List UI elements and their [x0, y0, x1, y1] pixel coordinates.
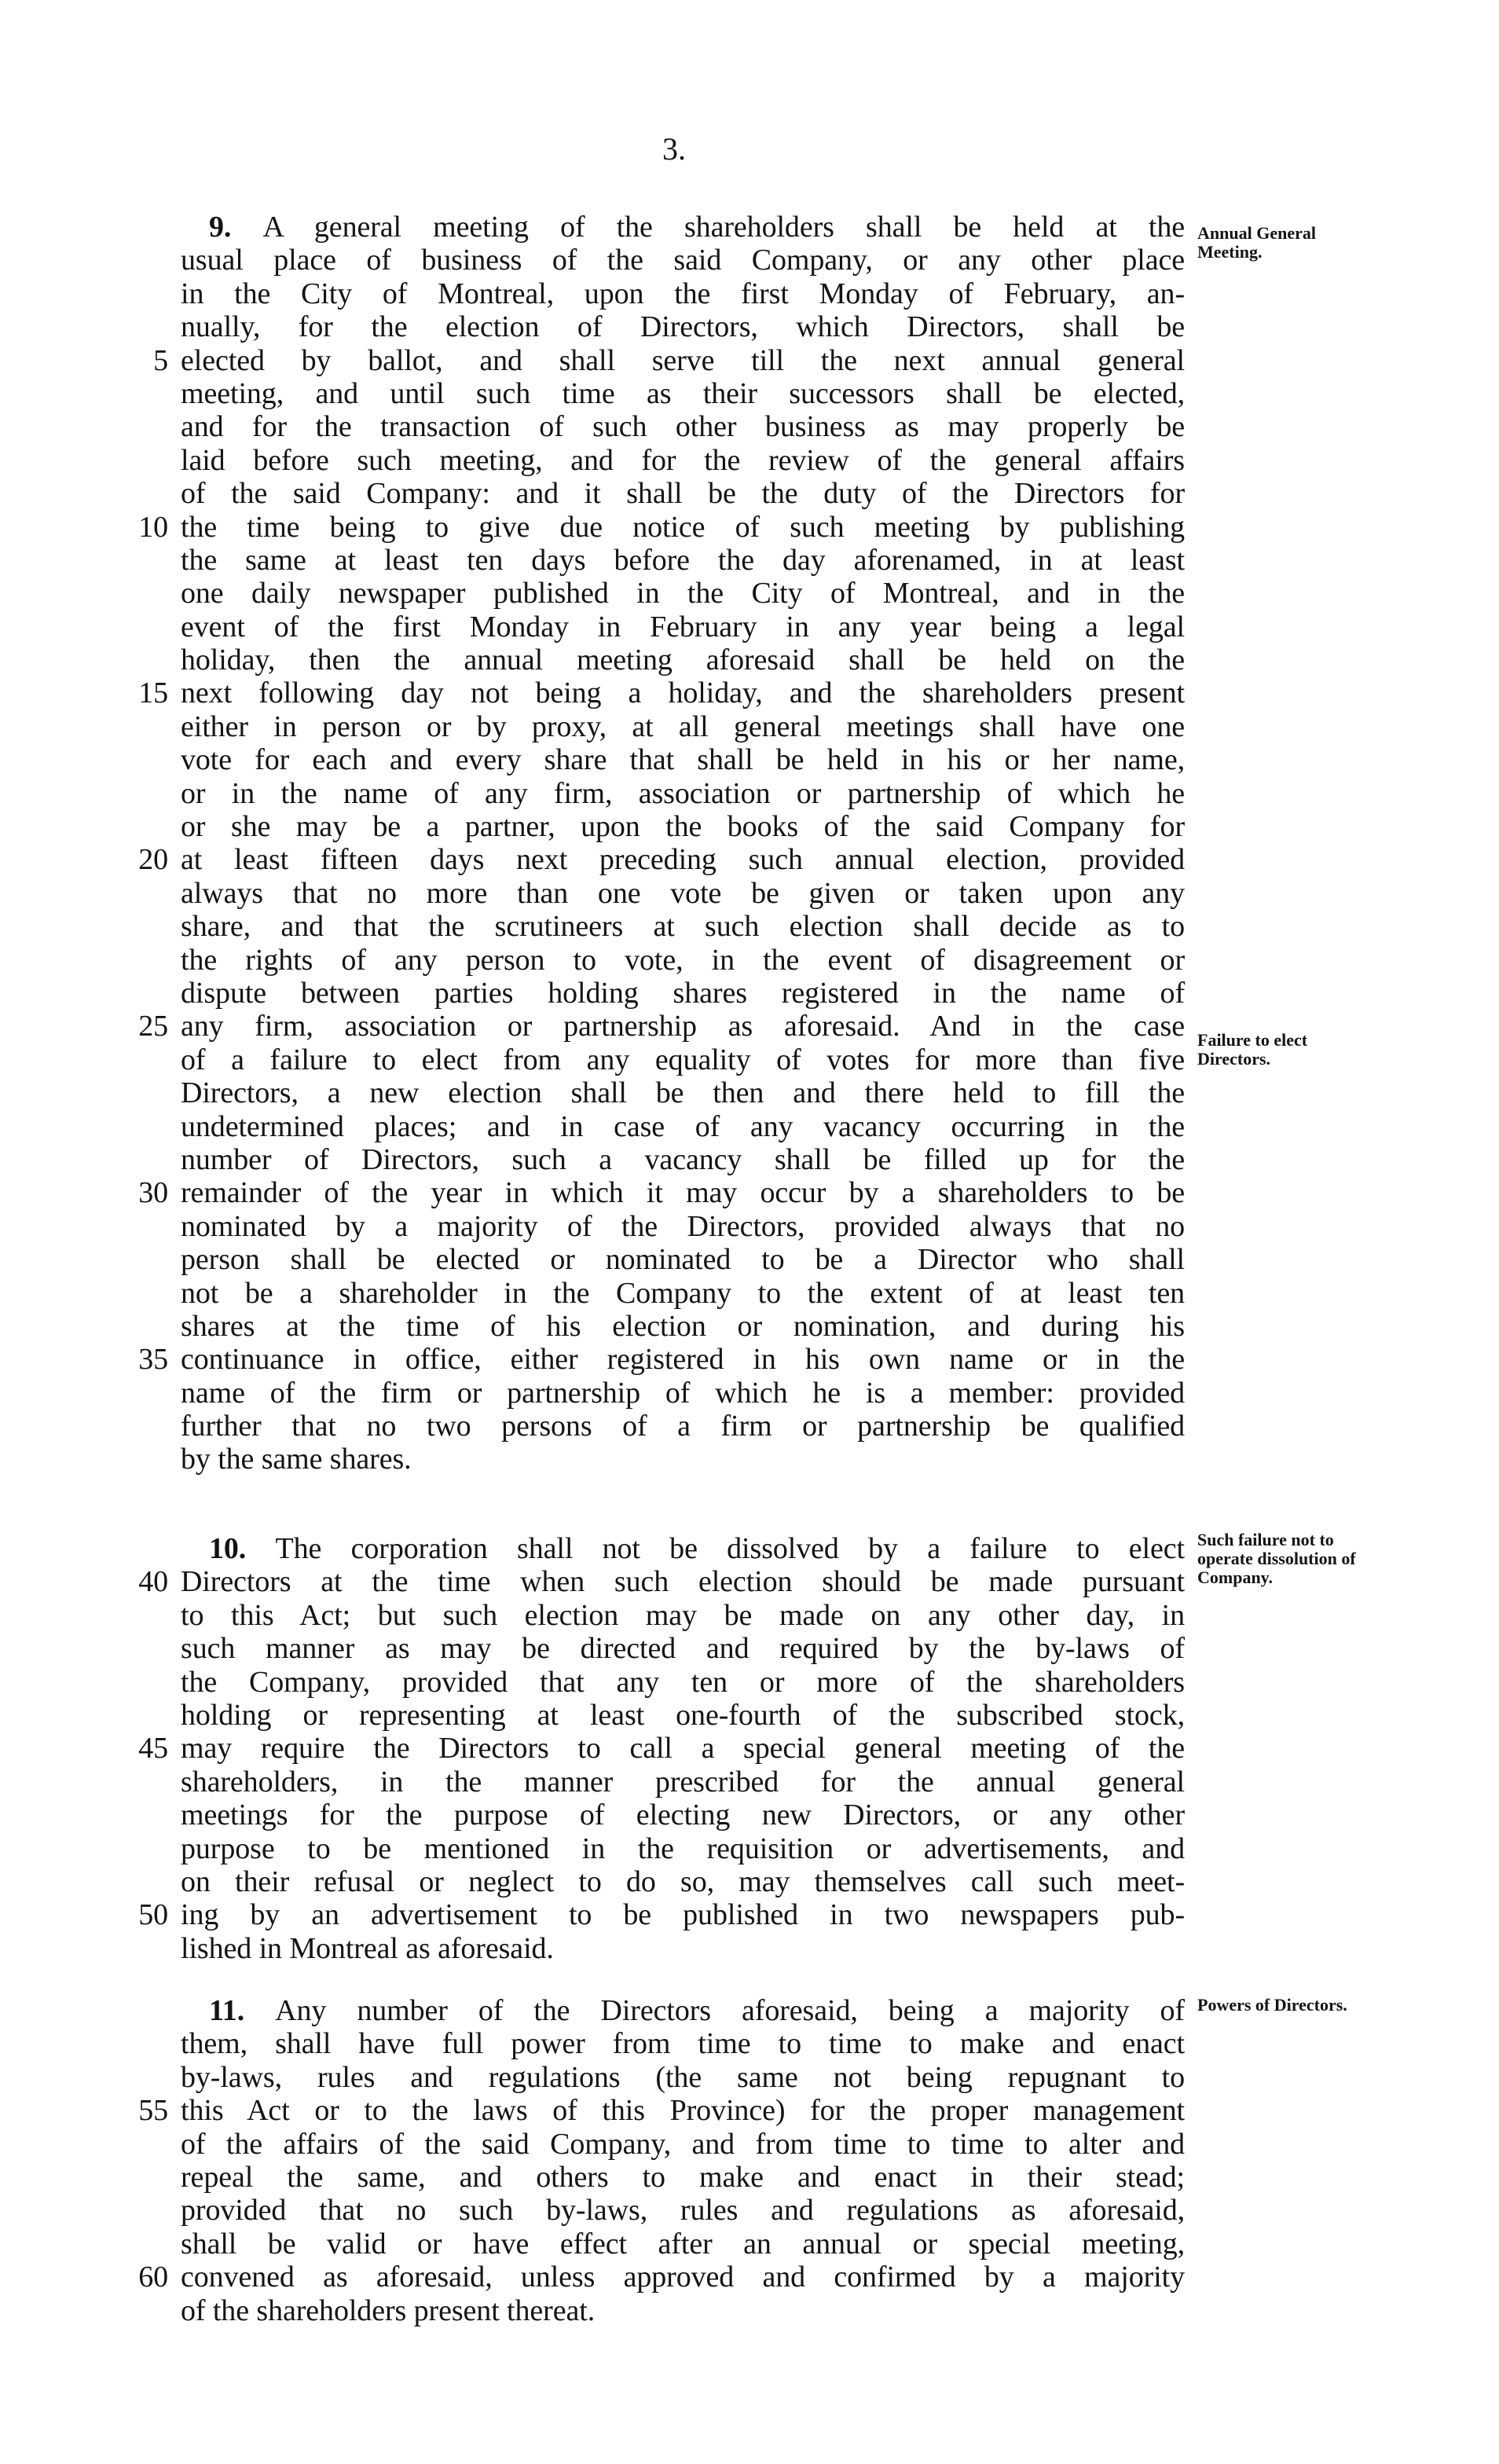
text-line	[181, 1110, 1185, 1143]
text-line	[181, 1994, 1185, 2027]
text-line	[181, 1932, 1185, 1965]
text-line	[181, 2128, 1185, 2161]
text-line	[181, 1410, 1185, 1443]
line-text: of a failure to elect from any equality of votes for more than five	[181, 1043, 1185, 1076]
text-line	[138, 676, 1185, 710]
line-text: undetermined places; and in case of any vacancy occurring in the	[181, 1109, 1185, 1143]
text-line	[181, 244, 1185, 277]
text-line	[181, 644, 1185, 676]
text-line	[138, 1010, 1185, 1043]
line-text: shareholders, in the manner prescribed for the annual general	[181, 1765, 1185, 1798]
line-text: nominated by a majority of the Directors, provided always that no	[181, 1209, 1185, 1243]
line-number: 5	[153, 343, 168, 377]
line-text: such manner as may be directed and required by the by-laws of	[181, 1632, 1185, 1666]
text-line	[138, 1176, 1185, 1210]
line-text: of the shareholders present thereat.	[181, 2294, 596, 2327]
line-text: person shall be elected or nominated to be a Director who shall	[181, 1243, 1185, 1277]
line-number: 45	[138, 1732, 168, 1766]
text-line	[181, 1443, 1185, 1476]
line-text: meeting, and until such time as their successors shall be elected,	[181, 376, 1185, 410]
line-number: 40	[138, 1565, 168, 1599]
text-line	[181, 1766, 1185, 1798]
text-line	[181, 1832, 1185, 1865]
text-line	[181, 777, 1185, 810]
text-line	[181, 277, 1185, 310]
margin-note: Failure to elect Directors.	[1197, 1030, 1308, 1069]
line-text: The corporation shall not be dissolved by a failure to elect	[275, 1532, 1186, 1565]
text-line	[138, 843, 1185, 877]
line-text: event of the first Monday in February in any year being a legal	[181, 610, 1185, 644]
line-text: nually, for the election of Directors, which Directors, shall be	[181, 310, 1185, 344]
text-line	[181, 444, 1185, 477]
section-number: 9.	[209, 211, 263, 244]
text-line	[181, 1599, 1185, 1632]
text-line	[181, 977, 1185, 1010]
line-text: always that no more than one vote be given or taken upon any	[181, 876, 1185, 910]
margin-note: Powers of Directors.	[1197, 1995, 1347, 2015]
line-text: shares at the time of his election or nomination, and during his	[181, 1309, 1185, 1343]
line-text: usual place of business of the said Company, or any other place	[181, 244, 1185, 277]
line-text: meetings for the purpose of electing new Directors, or any other	[181, 1798, 1185, 1832]
line-text: shall be valid or have effect after an annual or special meeting,	[181, 2227, 1185, 2260]
line-number: 10	[138, 510, 168, 544]
text-line	[138, 510, 1185, 544]
line-text: number of Directors, such a vacancy shall be filled up for the	[181, 1142, 1185, 1176]
line-text: the rights of any person to vote, in the event of disagreement or	[181, 943, 1185, 977]
text-line	[181, 310, 1185, 343]
line-text: by the same shares.	[181, 1443, 412, 1476]
section-number: 10.	[209, 1532, 276, 1565]
line-number: 25	[138, 1010, 168, 1043]
line-text: or she may be a partner, upon the books of the said Company for	[181, 810, 1185, 844]
text-line	[181, 743, 1185, 776]
text-line	[181, 377, 1185, 410]
line-text: laid before such meeting, and for the review of the general affairs	[181, 443, 1185, 477]
line-text: repeal the same, and others to make and enact in their stead;	[181, 2160, 1185, 2194]
text-line	[153, 343, 1185, 377]
text-line	[181, 710, 1185, 743]
line-number: 50	[138, 1898, 168, 1932]
line-text: this Act or to the laws of this Province) for the proper management	[181, 2094, 1185, 2128]
line-text: not be a shareholder in the Company to the extent of at least ten	[181, 1276, 1185, 1310]
line-text: share, and that the scrutineers at such election shall decide as to	[181, 910, 1185, 944]
line-text: of the affairs of the said Company, and from time to time to alter and	[181, 2127, 1185, 2161]
text-line	[181, 1310, 1185, 1343]
section-10	[138, 1532, 1186, 1965]
line-text: in the City of Montreal, upon the first Monday of February, an-	[181, 277, 1185, 310]
line-text: A general meeting of the shareholders shall be held at the	[262, 211, 1186, 244]
text-line	[181, 2161, 1185, 2194]
line-text: dispute between parties holding shares registered in the name of	[181, 976, 1185, 1010]
line-text: Directors, a new election shall be then and there held to fill the	[181, 1076, 1185, 1110]
line-text: convened as aforesaid, unless approved and confirmed by a majority	[181, 2260, 1185, 2294]
text-line	[181, 944, 1185, 977]
text-line	[181, 910, 1185, 943]
line-text: purpose to be mentioned in the requisition or advertisements, and	[181, 1832, 1185, 1865]
text-line	[138, 1565, 1185, 1599]
line-text: any firm, association or partnership as aforesaid. And in the case	[181, 1010, 1185, 1043]
text-line	[181, 1699, 1185, 1732]
line-text: further that no two persons of a firm or partnership be qualified	[181, 1410, 1185, 1443]
line-text: them, shall have full power from time to time to make and enact	[181, 2027, 1185, 2061]
text-line	[181, 410, 1185, 443]
line-text: lished in Montreal as aforesaid.	[181, 1931, 554, 1965]
line-text: or in the name of any firm, association or partnership of which he	[181, 776, 1185, 810]
line-text: holding or representing at least one-fourth of the subscribed stock,	[181, 1698, 1185, 1732]
text-line	[181, 1277, 1185, 1310]
text-line	[138, 1732, 1185, 1766]
line-text: at least fifteen days next preceding such annual election, provided	[181, 843, 1185, 877]
line-text: by-laws, rules and regulations (the same not being repugnant to	[181, 2060, 1185, 2094]
text-line	[181, 1143, 1185, 1176]
line-text: name of the firm or partnership of which he is a member: provided	[181, 1376, 1185, 1410]
text-line	[181, 2027, 1185, 2060]
section-number: 11.	[209, 1994, 276, 2027]
text-line	[181, 1865, 1185, 1898]
line-number: 35	[138, 1343, 168, 1377]
line-text: elected by ballot, and shall serve till the next annual general	[181, 343, 1185, 377]
section-11	[138, 1994, 1185, 2327]
text-line	[181, 1377, 1185, 1410]
text-line	[181, 1798, 1185, 1832]
line-text: to this Act; but such election may be made on any other day, in	[181, 1598, 1185, 1632]
line-number: 15	[138, 676, 168, 710]
text-line	[181, 2194, 1185, 2227]
text-line	[181, 2061, 1185, 2094]
text-line	[181, 2294, 1185, 2327]
text-line	[181, 1532, 1185, 1565]
text-line	[181, 1210, 1185, 1243]
line-text: ing by an advertisement to be published in two newspapers pub-	[181, 1898, 1185, 1932]
line-number: 20	[138, 843, 168, 877]
text-line	[181, 577, 1185, 610]
section-9	[138, 211, 1186, 1476]
margin-note: Such failure not to operate dissolution of Company.	[1197, 1530, 1356, 1587]
text-line	[138, 1343, 1185, 1377]
text-line	[181, 1076, 1185, 1109]
text-line	[181, 610, 1185, 644]
text-line	[181, 211, 1185, 244]
text-line	[181, 1243, 1185, 1276]
line-text: provided that no such by-laws, rules and regulations as aforesaid,	[181, 2194, 1185, 2228]
line-text: either in person or by proxy, at all general meetings shall have one	[181, 710, 1185, 743]
text-line	[138, 1898, 1185, 1932]
line-text: one daily newspaper published in the City of Montreal, and in the	[181, 577, 1185, 610]
text-line	[181, 810, 1185, 843]
text-line	[181, 1632, 1185, 1665]
text-line	[181, 1043, 1185, 1076]
line-text: Directors at the time when such election should be made pursuant	[181, 1565, 1185, 1599]
text-line	[181, 1666, 1185, 1699]
line-text: remainder of the year in which it may occur by a shareholders to be	[181, 1176, 1185, 1210]
line-number: 60	[138, 2260, 168, 2294]
line-number: 55	[138, 2094, 168, 2128]
line-text: the time being to give due notice of such meeting by publishing	[181, 510, 1185, 544]
line-text: may require the Directors to call a special general meeting of the	[181, 1732, 1185, 1766]
line-text: holiday, then the annual meeting aforesaid shall be held on the	[181, 644, 1185, 677]
text-line	[138, 2094, 1185, 2128]
text-line	[138, 2260, 1185, 2294]
line-text: the same at least ten days before the day aforenamed, in at least	[181, 543, 1185, 577]
line-number: 30	[138, 1176, 168, 1210]
margin-note: Annual General Meeting.	[1197, 223, 1316, 262]
line-text: vote for each and every share that shall be held in his or her name,	[181, 743, 1185, 777]
text-line	[181, 2228, 1185, 2260]
line-text: of the said Company: and it shall be the duty of the Directors for	[181, 477, 1185, 511]
text-line	[181, 544, 1185, 577]
line-text: continuance in office, either registered in his own name or in the	[181, 1343, 1185, 1377]
line-text: on their refusal or neglect to do so, may themselves call such meet-	[181, 1864, 1185, 1898]
text-line	[181, 477, 1185, 510]
line-text: Any number of the Directors aforesaid, being a majority of	[275, 1994, 1185, 2027]
line-text: and for the transaction of such other business as may properly be	[181, 410, 1185, 444]
line-text: next following day not being a holiday, and the shareholders present	[181, 676, 1185, 710]
page-number: 3.	[662, 131, 686, 167]
text-line	[181, 877, 1185, 910]
line-text: the Company, provided that any ten or more of the shareholders	[181, 1665, 1185, 1699]
